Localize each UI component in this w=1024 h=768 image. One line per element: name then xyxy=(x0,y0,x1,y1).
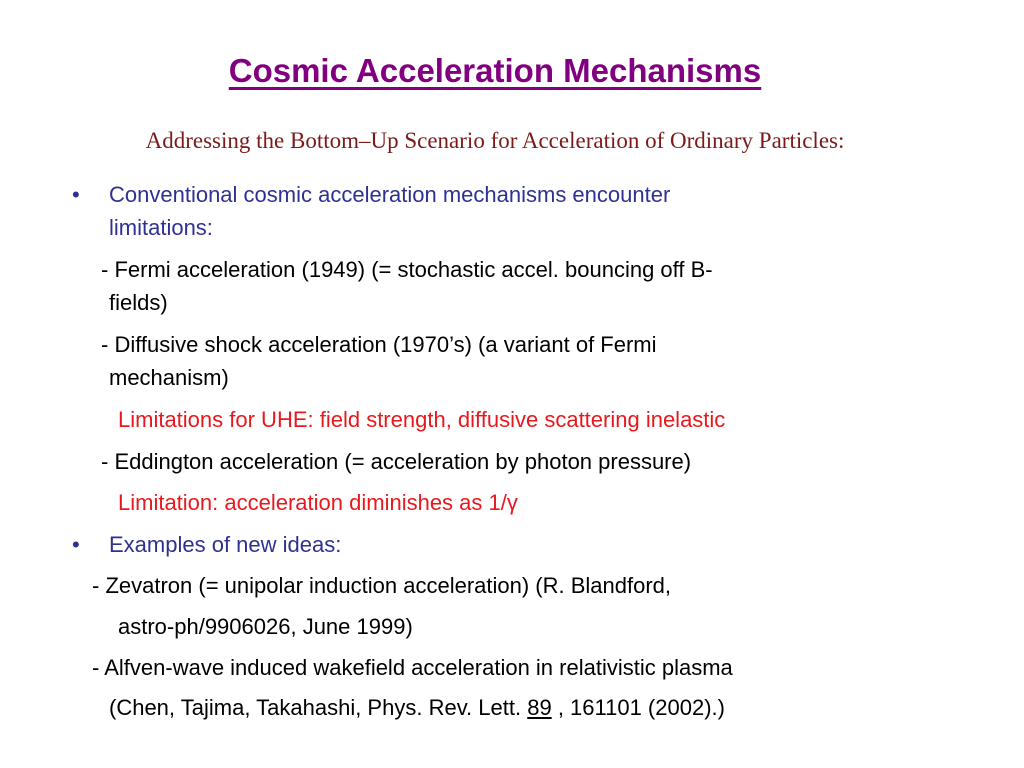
eddington-line: - Eddington acceleration (= acceleration by photon pressure) xyxy=(101,449,692,474)
bullet-1-line-2: limitations: xyxy=(109,215,213,240)
alfven-line-1: - Alfven-wave induced wakefield acceleration in relativistic plasma xyxy=(92,655,733,680)
bullet-1-line-1: Conventional cosmic acceleration mechanisms encounter xyxy=(109,182,671,207)
diffusive-line-2: mechanism) xyxy=(109,365,229,390)
citation-pages: , 161101 (2002).) xyxy=(551,695,725,720)
zevatron-line-1: - Zevatron (= unipolar induction acceleration) (R. Blandford, xyxy=(92,573,672,598)
limitation-gamma: Limitation: acceleration diminishes as 1/γ xyxy=(118,490,518,515)
bullet-2-line-1: Examples of new ideas: xyxy=(109,532,342,557)
citation-volume: 89 xyxy=(527,695,552,720)
slide-subtitle: Addressing the Bottom–Up Scenario for Acceleration of Ordinary Particles: xyxy=(145,128,845,153)
diffusive-line-1: - Diffusive shock acceleration (1970’s) (a variant of Fermi xyxy=(101,332,657,357)
bullet-marker: • xyxy=(72,182,80,207)
bullet-marker: • xyxy=(72,532,80,557)
zevatron-line-2: astro-ph/9906026, June 1999) xyxy=(118,614,413,639)
fermi-line-1: - Fermi acceleration (1949) (= stochastic accel. bouncing off B- xyxy=(101,257,713,282)
alfven-line-2 xyxy=(109,693,725,723)
slide-title: Cosmic Acceleration Mechanisms xyxy=(228,52,762,89)
limitation-uhe: Limitations for UHE: field strength, diffusive scattering inelastic xyxy=(118,407,726,432)
fermi-line-2: fields) xyxy=(109,290,168,315)
citation-authors: (Chen, Tajima, Takahashi, Phys. Rev. Lett. xyxy=(109,695,528,720)
